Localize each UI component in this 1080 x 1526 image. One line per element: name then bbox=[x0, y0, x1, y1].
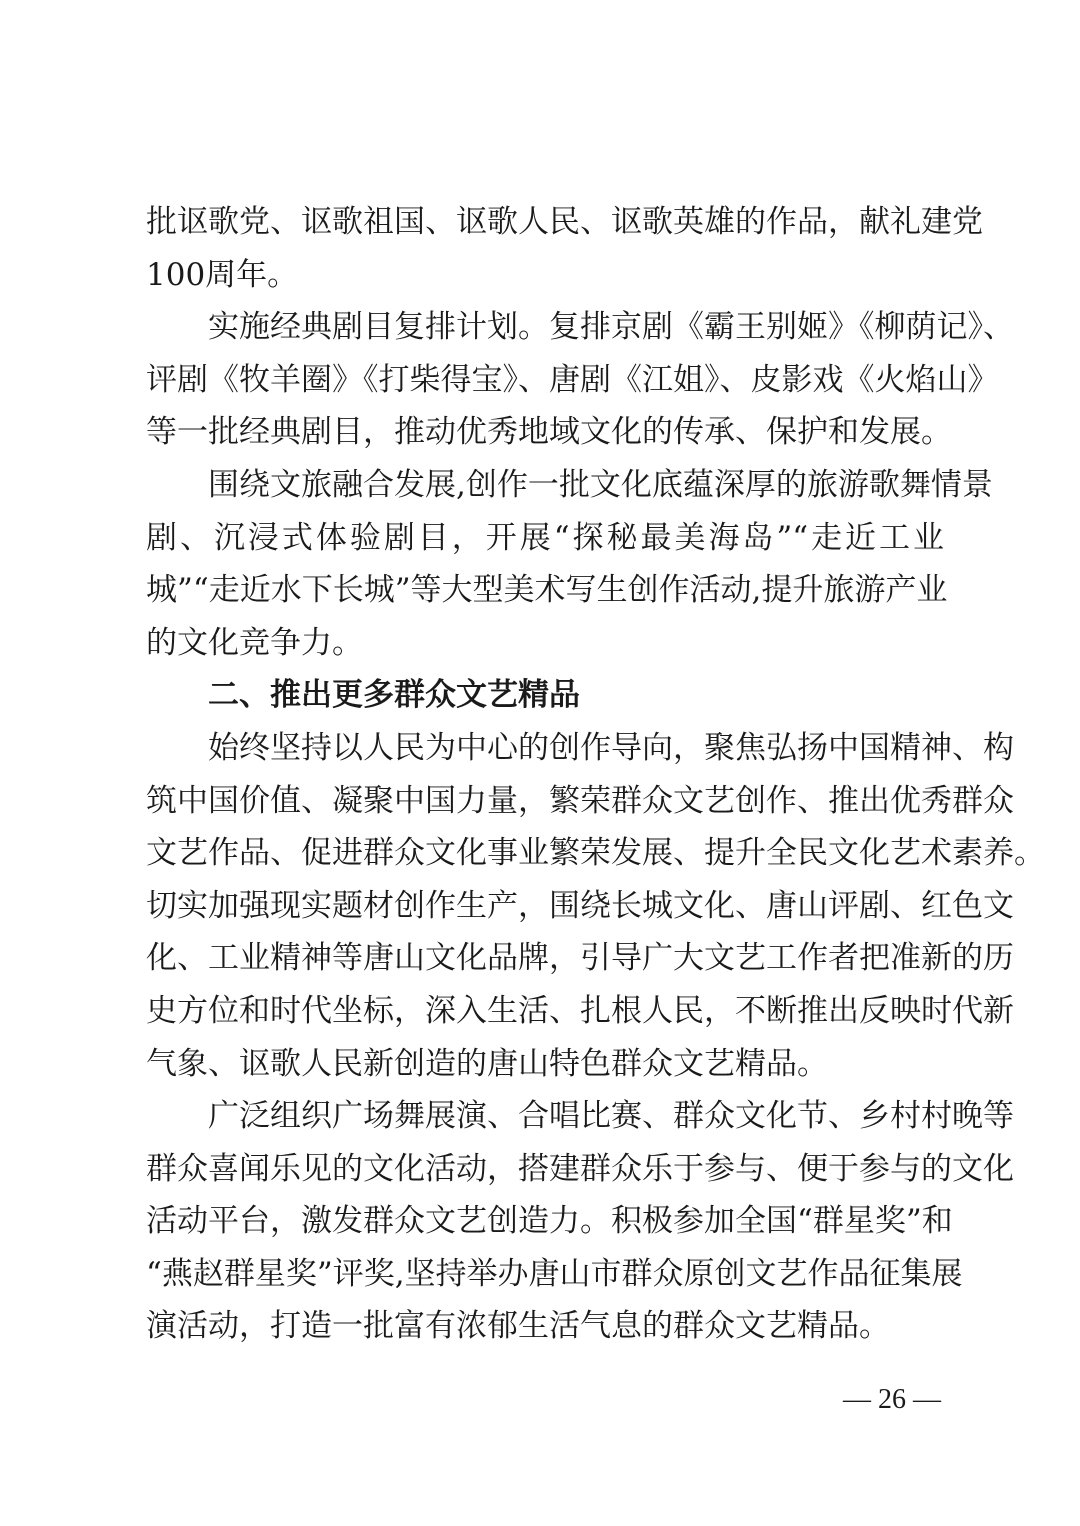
document-body bbox=[146, 196, 1045, 1353]
text-line: 批讴歌党、讴歌祖国、讴歌人民、讴歌英雄的作品，献礼建党 bbox=[146, 204, 983, 240]
paragraph-first-line: 始终坚持以人民为中心的创作导向，聚焦弘扬中国精神、构 bbox=[208, 729, 1014, 766]
text-line: 评剧《牧羊圈》《打柴得宝》、唐剧《江姐》、皮影戏《火焰山》 bbox=[146, 361, 999, 398]
text-line: “燕赵群星奖”评奖,坚持举办唐山市群众原创文艺作品征集展 bbox=[146, 1255, 963, 1292]
text-line: 剧、沉浸式体验剧目，开展“探秘最美海岛”“走近工业 bbox=[146, 519, 944, 556]
text-line: 史方位和时代坐标，深入生活、扎根人民，不断推出反映时代新 bbox=[146, 992, 1014, 1029]
paragraph-first-line: 围绕文旅融合发展,创作一批文化底蕴深厚的旅游歌舞情景 bbox=[208, 466, 993, 503]
text-line: 文艺作品、促进群众文化事业繁荣发展、提升全民文化艺术素养。 bbox=[146, 835, 1045, 872]
section-heading: 二、推出更多群众文艺精品 bbox=[208, 677, 580, 714]
text-line: 气象、讴歌人民新创造的唐山特色群众文艺精品。 bbox=[146, 1045, 828, 1082]
paragraph-first-line: 广泛组织广场舞展演、合唱比赛、群众文化节、乡村村晚等 bbox=[208, 1098, 1014, 1135]
text-line: 活动平台，激发群众文艺创造力。积极参加全国“群星奖”和 bbox=[146, 1203, 953, 1240]
text-line: 100周年。 bbox=[146, 256, 299, 293]
text-line: 的文化竞争力。 bbox=[146, 624, 363, 661]
page-number: — 26 — bbox=[843, 1384, 941, 1415]
text-line: 等一批经典剧目，推动优秀地域文化的传承、保护和发展。 bbox=[146, 414, 952, 451]
text-line: 筑中国价值、凝聚中国力量，繁荣群众文艺创作、推出优秀群众 bbox=[146, 782, 1014, 819]
text-line: 群众喜闻乐见的文化活动，搭建群众乐于参与、便于参与的文化 bbox=[146, 1150, 1014, 1187]
text-line: 切实加强现实题材创作生产，围绕长城文化、唐山评剧、红色文 bbox=[146, 887, 1014, 924]
text-line: 化、工业精神等唐山文化品牌，引导广大文艺工作者把准新的历 bbox=[146, 940, 1014, 977]
paragraph-first-line: 实施经典剧目复排计划。复排京剧《霸王别姬》《柳荫记》、 bbox=[208, 309, 1014, 346]
text-line: 城”“走近水下长城”等大型美术写生创作活动,提升旅游产业 bbox=[146, 572, 948, 609]
text-line: 演活动，打造一批富有浓郁生活气息的群众文艺精品。 bbox=[146, 1308, 890, 1345]
